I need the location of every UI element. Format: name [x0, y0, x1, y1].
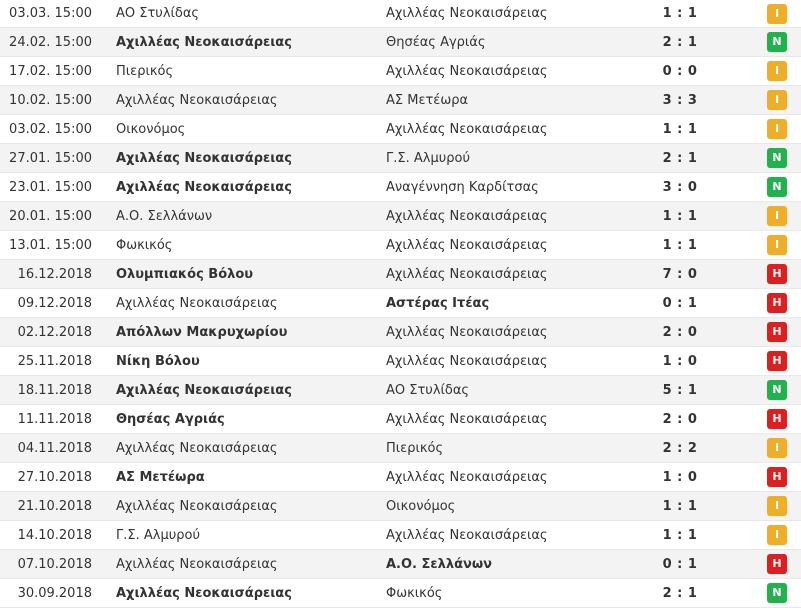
result-badge: N	[767, 177, 787, 197]
match-date: 27.10.2018	[17, 470, 92, 485]
away-team[interactable]: Αχιλλέας Νεοκαισάρειας	[386, 64, 548, 79]
match-date: 04.11.2018	[17, 441, 92, 456]
away-team[interactable]: Αναγέννηση Καρδίτσας	[386, 180, 539, 195]
match-score[interactable]: 0 : 1	[662, 557, 698, 572]
match-row[interactable]	[0, 86, 801, 115]
match-date: 03.03. 15:00	[9, 6, 92, 21]
result-badge: N	[767, 583, 787, 603]
match-score[interactable]: 3 : 3	[662, 93, 698, 108]
match-score[interactable]: 2 : 0	[662, 325, 698, 340]
result-badge: I	[767, 61, 787, 81]
match-date: 09.12.2018	[17, 296, 92, 311]
result-badge: I	[767, 119, 787, 139]
match-row[interactable]	[0, 521, 801, 550]
match-score[interactable]: 2 : 2	[662, 441, 698, 456]
match-row[interactable]	[0, 550, 801, 579]
match-score[interactable]: 3 : 0	[662, 180, 698, 195]
match-score[interactable]: 2 : 1	[662, 151, 698, 166]
match-score[interactable]: 1 : 0	[662, 354, 698, 369]
home-team[interactable]: Αχιλλέας Νεοκαισάρειας	[116, 586, 292, 601]
result-badge: I	[767, 4, 787, 24]
result-badge: H	[767, 264, 787, 284]
match-row[interactable]	[0, 173, 801, 202]
match-row[interactable]	[0, 57, 801, 86]
match-score[interactable]: 1 : 1	[662, 6, 698, 21]
away-team[interactable]: Αχιλλέας Νεοκαισάρειας	[386, 238, 548, 253]
away-team[interactable]: Αχιλλέας Νεοκαισάρειας	[386, 470, 548, 485]
match-score[interactable]: 5 : 1	[662, 383, 698, 398]
result-badge: H	[767, 554, 787, 574]
away-team[interactable]: Πιερικός	[386, 441, 444, 456]
home-team[interactable]: Αχιλλέας Νεοκαισάρειας	[116, 557, 278, 572]
home-team[interactable]: Αχιλλέας Νεοκαισάρειας	[116, 383, 292, 398]
match-row[interactable]	[0, 260, 801, 289]
match-row[interactable]	[0, 492, 801, 521]
result-badge: H	[767, 467, 787, 487]
match-date: 16.12.2018	[17, 267, 92, 282]
match-score[interactable]: 2 : 1	[662, 586, 698, 601]
match-score[interactable]: 0 : 0	[662, 64, 698, 79]
match-row[interactable]	[0, 28, 801, 57]
match-date: 07.10.2018	[17, 557, 92, 572]
match-score[interactable]: 1 : 1	[662, 499, 698, 514]
home-team[interactable]: Φωκικός	[116, 238, 173, 253]
away-team[interactable]: Αχιλλέας Νεοκαισάρειας	[386, 267, 548, 282]
match-date: 02.12.2018	[17, 325, 92, 340]
match-row[interactable]	[0, 202, 801, 231]
away-team[interactable]: Αχιλλέας Νεοκαισάρειας	[386, 122, 548, 137]
home-team[interactable]: Αχιλλέας Νεοκαισάρειας	[116, 151, 292, 166]
match-date: 18.11.2018	[17, 383, 92, 398]
match-date: 13.01. 15:00	[9, 238, 92, 253]
home-team[interactable]: Ολυμπιακός Βόλου	[116, 267, 254, 282]
result-badge: N	[767, 32, 787, 52]
match-date: 20.01. 15:00	[9, 209, 92, 224]
match-date: 17.02. 15:00	[9, 64, 92, 79]
result-badge: I	[767, 525, 787, 545]
home-team[interactable]: Αχιλλέας Νεοκαισάρειας	[116, 296, 278, 311]
match-score[interactable]: 1 : 1	[662, 122, 698, 137]
home-team[interactable]: Αχιλλέας Νεοκαισάρειας	[116, 35, 292, 50]
match-row[interactable]	[0, 376, 801, 405]
home-team[interactable]: Α.Ο. Σελλάνων	[116, 209, 213, 224]
home-team[interactable]: Νίκη Βόλου	[116, 354, 200, 369]
match-row[interactable]	[0, 0, 801, 28]
result-badge: N	[767, 148, 787, 168]
home-team[interactable]: ΑΟ Στυλίδας	[116, 6, 200, 21]
match-row[interactable]	[0, 231, 801, 260]
match-row[interactable]	[0, 434, 801, 463]
match-row[interactable]	[0, 318, 801, 347]
match-date: 21.10.2018	[17, 499, 92, 514]
home-team[interactable]: ΑΣ Μετέωρα	[116, 470, 205, 485]
match-score[interactable]: 2 : 0	[662, 412, 698, 427]
home-team[interactable]: Πιερικός	[116, 64, 174, 79]
match-row[interactable]	[0, 347, 801, 376]
home-team[interactable]: Γ.Σ. Αλμυρού	[116, 528, 200, 543]
match-score[interactable]: 1 : 1	[662, 209, 698, 224]
result-badge: I	[767, 496, 787, 516]
away-team[interactable]: ΑΟ Στυλίδας	[386, 383, 470, 398]
match-score[interactable]: 0 : 1	[662, 296, 698, 311]
away-team[interactable]: ΑΣ Μετέωρα	[386, 93, 469, 108]
home-team[interactable]: Αχιλλέας Νεοκαισάρειας	[116, 499, 278, 514]
home-team[interactable]: Αχιλλέας Νεοκαισάρειας	[116, 180, 292, 195]
away-team[interactable]: Θησέας Αγριάς	[386, 35, 486, 50]
result-badge: H	[767, 322, 787, 342]
match-score[interactable]: 1 : 1	[662, 238, 698, 253]
result-badge: H	[767, 409, 787, 429]
away-team[interactable]: Αχιλλέας Νεοκαισάρειας	[386, 354, 548, 369]
result-badge: H	[767, 293, 787, 313]
away-team[interactable]: Οικονόμος	[386, 499, 456, 514]
match-score[interactable]: 7 : 0	[662, 267, 698, 282]
home-team[interactable]: Αχιλλέας Νεοκαισάρειας	[116, 93, 278, 108]
result-badge: H	[767, 351, 787, 371]
match-row[interactable]	[0, 289, 801, 318]
match-score[interactable]: 1 : 0	[662, 470, 698, 485]
home-team[interactable]: Απόλλων Μακρυχωρίου	[116, 325, 288, 340]
away-team[interactable]: Αστέρας Ιτέας	[386, 296, 490, 311]
match-date: 10.02. 15:00	[9, 93, 92, 108]
away-team[interactable]: Φωκικός	[386, 586, 443, 601]
away-team[interactable]: Γ.Σ. Αλμυρού	[386, 151, 470, 166]
match-score[interactable]: 2 : 1	[662, 35, 698, 50]
match-date: 24.02. 15:00	[9, 35, 92, 50]
match-row[interactable]	[0, 144, 801, 173]
match-row[interactable]	[0, 115, 801, 144]
match-date: 25.11.2018	[17, 354, 92, 369]
match-row[interactable]	[0, 405, 801, 434]
match-row[interactable]	[0, 463, 801, 492]
home-team[interactable]: Οικονόμος	[116, 122, 186, 137]
result-badge: I	[767, 90, 787, 110]
result-badge: I	[767, 206, 787, 226]
away-team[interactable]: Αχιλλέας Νεοκαισάρειας	[386, 209, 548, 224]
away-team[interactable]: Αχιλλέας Νεοκαισάρειας	[386, 6, 548, 21]
home-team[interactable]: Θησέας Αγριάς	[116, 412, 225, 427]
result-badge: I	[767, 438, 787, 458]
match-score[interactable]: 1 : 1	[662, 528, 698, 543]
match-row[interactable]	[0, 579, 801, 608]
result-badge: N	[767, 380, 787, 400]
away-team[interactable]: Α.Ο. Σελλάνων	[386, 557, 493, 572]
match-date: 27.01. 15:00	[9, 151, 92, 166]
result-badge: I	[767, 235, 787, 255]
match-date: 23.01. 15:00	[9, 180, 92, 195]
match-date: 30.09.2018	[17, 586, 92, 601]
match-date: 14.10.2018	[17, 528, 92, 543]
away-team[interactable]: Αχιλλέας Νεοκαισάρειας	[386, 412, 548, 427]
home-team[interactable]: Αχιλλέας Νεοκαισάρειας	[116, 441, 278, 456]
match-date: 03.02. 15:00	[9, 122, 92, 137]
away-team[interactable]: Αχιλλέας Νεοκαισάρειας	[386, 325, 548, 340]
match-date: 11.11.2018	[17, 412, 92, 427]
away-team[interactable]: Αχιλλέας Νεοκαισάρειας	[386, 528, 548, 543]
